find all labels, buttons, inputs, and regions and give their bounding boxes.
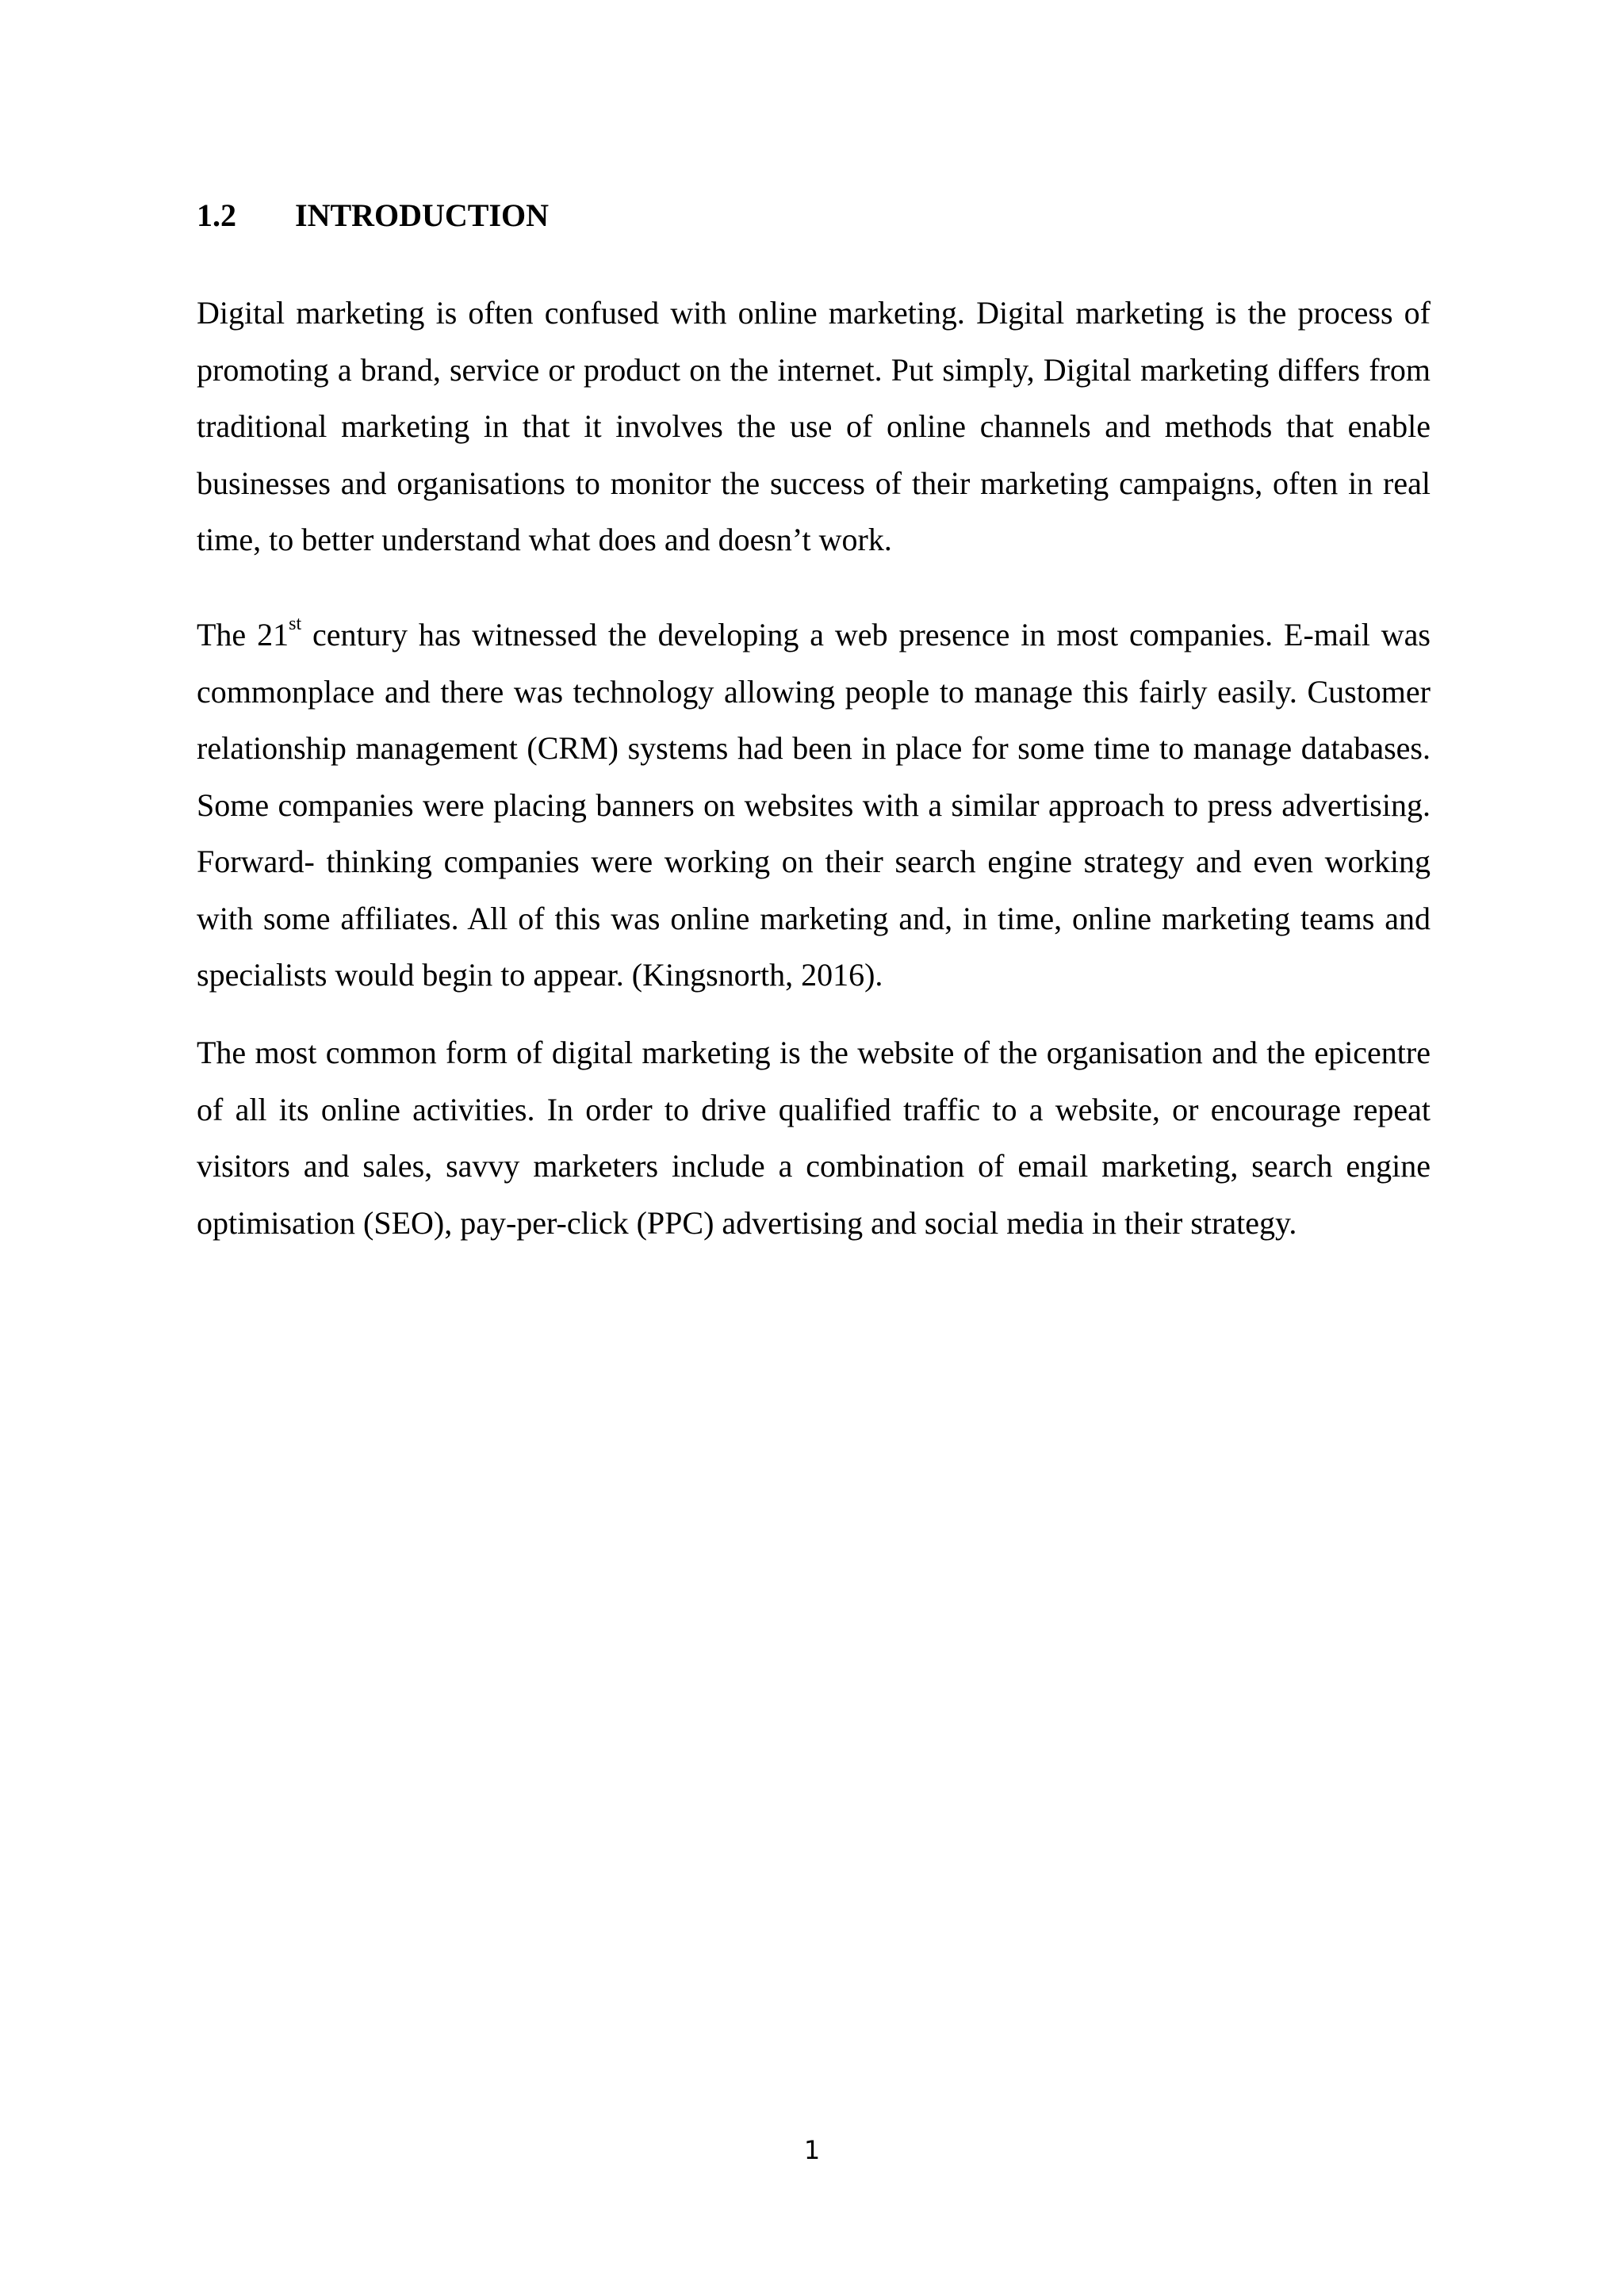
paragraph-2-prefix: The 21 xyxy=(197,617,289,652)
section-number: 1.2 xyxy=(197,197,236,233)
ordinal-superscript: st xyxy=(289,613,302,634)
paragraph-3: The most common form of digital marketing is the website of the organisation and the epicentre of all its online activities. In order to drive qualified traffic to a website, or encourage repeat visitors and sales, savvy marketers include a combination of email marketing, search engine optimisation (SEO), pay-per-click (PPC) advertising and social media in their strategy. xyxy=(197,1035,1431,1241)
paragraph-1: Digital marketing is often confused with online marketing. Digital marketing is the process of promoting a brand, service or product on the internet. Put simply, Digital marketing differs from traditional marketing in that it involves the use of online channels and methods that enable businesses and organisations to monitor the success of their marketing campaigns, often in real time, to better understand what does and doesn’t work. xyxy=(197,295,1431,557)
section-heading xyxy=(197,195,549,236)
page-number: 1 xyxy=(803,2135,821,2165)
paragraph-2-body: century has witnessed the developing a web presence in most companies. E-mail was commonplace and there was technology allowing people to manage this fairly easily. Customer relationship management (CRM) systems had been in place for some time to manage databases. Some companies were placing banners on websites with a similar approach to press advertising. Forward- thinking companies were working on their search engine strategy and even working with some affiliates. All of this was online marketing and, in time, online marketing teams and specialists would begin to appear. (Kingsnorth, 2016). xyxy=(197,617,1431,993)
paragraph-2 xyxy=(197,607,1431,1004)
section-title: INTRODUCTION xyxy=(295,197,550,233)
